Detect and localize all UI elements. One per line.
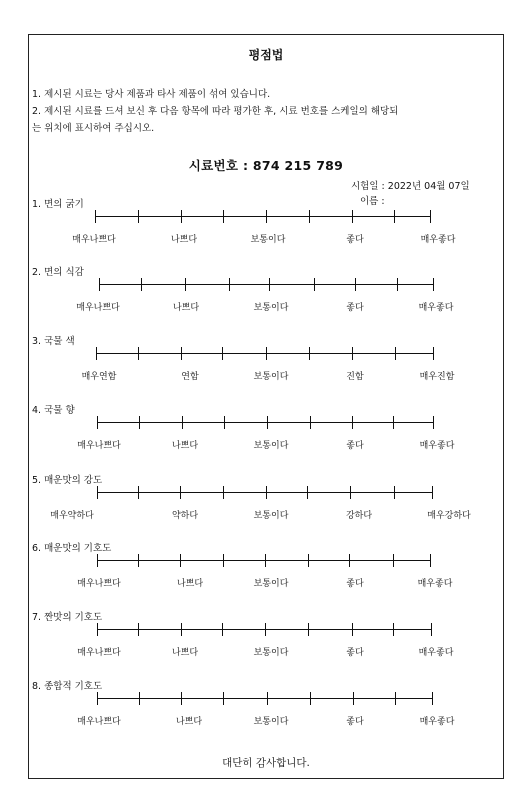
scale-tick (269, 278, 270, 291)
scale-anchor-label: 좋다 (346, 648, 364, 658)
scale-anchor-label: 약하다 (171, 511, 199, 521)
scale-anchor-label: 매우나쁘다 (77, 441, 121, 451)
scale-tick (265, 554, 266, 567)
scale-tick (97, 692, 98, 705)
scale-line (96, 353, 433, 354)
scale-line (97, 492, 432, 493)
question-label: 2. 면의 식감 (32, 267, 84, 278)
question-label: 1. 면의 굵기 (32, 199, 84, 210)
scale-tick (393, 623, 394, 636)
scale-line (97, 698, 432, 699)
scale-tick (138, 210, 139, 223)
scale-tick (181, 210, 182, 223)
scale-tick (310, 692, 311, 705)
scale-anchor-label: 보통이다 (253, 579, 289, 589)
name-field[interactable]: 이름 : (360, 196, 385, 207)
scale-tick (223, 486, 224, 499)
scale-tick (181, 623, 182, 636)
scale-anchor-label: 나쁘다 (171, 648, 199, 658)
scale-tick (181, 692, 182, 705)
scale-tick (352, 416, 353, 429)
scale-tick (99, 278, 100, 291)
scale-tick (95, 210, 96, 223)
scale-tick (266, 210, 267, 223)
scale-tick (349, 554, 350, 567)
scale-anchor-label: 매우나쁘다 (77, 579, 121, 589)
scale-tick (97, 623, 98, 636)
scale-anchor-label: 매우나쁘다 (76, 303, 120, 313)
scale-anchor-label: 매우약하다 (50, 511, 94, 521)
scale-line (97, 422, 433, 423)
scale-anchor-label: 매우좋다 (420, 235, 456, 245)
scale-tick (97, 416, 98, 429)
scale-tick (433, 278, 434, 291)
scale-tick (141, 278, 142, 291)
scale-line (99, 284, 433, 285)
scale-tick (395, 347, 396, 360)
scale-anchor-label: 강하다 (345, 511, 373, 521)
scale-anchor-label: 나쁘다 (176, 579, 204, 589)
scale-line (97, 560, 430, 561)
scale-anchor-label: 나쁘다 (171, 441, 199, 451)
rating-scale[interactable] (97, 416, 433, 428)
scale-tick (222, 623, 223, 636)
scale-tick (97, 554, 98, 567)
scale-tick (266, 486, 267, 499)
scale-anchor-label: 매우연함 (81, 372, 117, 382)
scale-anchor-label: 매우좋다 (419, 441, 455, 451)
scale-anchor-label: 나쁘다 (170, 235, 198, 245)
scale-anchor-label: 보통이다 (253, 303, 289, 313)
scale-tick (180, 486, 181, 499)
scale-anchor-label: 나쁘다 (175, 717, 203, 727)
scale-tick (224, 416, 225, 429)
question-label: 6. 매운맛의 기호도 (32, 543, 112, 554)
scale-tick (223, 692, 224, 705)
scale-anchor-label: 좋다 (346, 235, 364, 245)
scale-tick (395, 692, 396, 705)
scale-tick (314, 278, 315, 291)
instruction-2b: 는 위치에 표시하여 주십시오. (32, 123, 155, 134)
evaluation-form (28, 34, 504, 779)
scale-anchor-label: 좋다 (346, 303, 364, 313)
scale-anchor-label: 나쁘다 (172, 303, 200, 313)
sample-number: 시료번호 : 874 215 789 (188, 158, 344, 173)
scale-tick (394, 486, 395, 499)
scale-tick (393, 554, 394, 567)
scale-tick (138, 623, 139, 636)
scale-tick (267, 692, 268, 705)
scale-anchor-label: 좋다 (346, 717, 364, 727)
scale-tick (352, 623, 353, 636)
scale-tick (307, 486, 308, 499)
scale-tick (223, 210, 224, 223)
scale-anchor-label: 좋다 (346, 441, 364, 451)
scale-line (97, 629, 431, 630)
scale-anchor-label: 보통이다 (250, 235, 286, 245)
thanks-message: 대단히 감사합니다. (222, 757, 310, 769)
scale-tick (352, 347, 353, 360)
rating-scale[interactable] (95, 210, 430, 222)
scale-anchor-label: 매우좋다 (419, 717, 455, 727)
rating-scale[interactable] (96, 347, 433, 359)
question-label: 4. 국물 향 (32, 405, 75, 416)
instruction-1: 1. 제시된 시료는 당사 제품과 타사 제품이 섞여 있습니다. (32, 89, 271, 100)
scale-tick (355, 278, 356, 291)
scale-anchor-label: 연함 (181, 372, 199, 382)
rating-scale[interactable] (97, 486, 432, 498)
scale-line (95, 216, 430, 217)
scale-anchor-label: 매우좋다 (418, 303, 454, 313)
scale-tick (138, 347, 139, 360)
scale-tick (352, 210, 353, 223)
scale-tick (185, 278, 186, 291)
scale-anchor-label: 매우강하다 (427, 511, 471, 521)
scale-tick (223, 554, 224, 567)
scale-tick (267, 416, 268, 429)
rating-scale[interactable] (97, 554, 430, 566)
scale-tick (433, 416, 434, 429)
scale-tick (97, 486, 98, 499)
scale-tick (222, 347, 223, 360)
scale-anchor-label: 보통이다 (253, 441, 289, 451)
scale-anchor-label: 좋다 (346, 579, 364, 589)
test-date: 시험일 : 2022년 04월 07일 (351, 181, 470, 192)
scale-tick (96, 347, 97, 360)
scale-tick (309, 347, 310, 360)
rating-scale[interactable] (97, 692, 432, 704)
scale-anchor-label: 진함 (346, 372, 364, 382)
scale-anchor-label: 보통이다 (253, 372, 289, 382)
scale-anchor-label: 매우나쁘다 (77, 648, 121, 658)
scale-anchor-label: 매우진함 (419, 372, 455, 382)
scale-tick (309, 210, 310, 223)
form-title: 평점법 (248, 48, 284, 62)
scale-anchor-label: 매우나쁘다 (72, 235, 116, 245)
scale-tick (139, 416, 140, 429)
rating-scale[interactable] (99, 278, 433, 290)
scale-tick (432, 486, 433, 499)
scale-tick (308, 623, 309, 636)
scale-anchor-label: 보통이다 (253, 648, 289, 658)
scale-tick (138, 486, 139, 499)
scale-tick (139, 692, 140, 705)
scale-tick (266, 347, 267, 360)
scale-anchor-label: 보통이다 (253, 511, 289, 521)
scale-tick (182, 416, 183, 429)
question-label: 3. 국물 색 (32, 336, 75, 347)
scale-anchor-label: 매우나쁘다 (77, 717, 121, 727)
scale-tick (138, 554, 139, 567)
instruction-2a: 2. 제시된 시료를 드셔 보신 후 다음 항목에 따라 평가한 후, 시료 번호를 스케일의 해당되 (32, 106, 399, 117)
scale-anchor-label: 보통이다 (253, 717, 289, 727)
scale-tick (353, 692, 354, 705)
scale-anchor-label: 매우좋다 (418, 648, 454, 658)
scale-tick (394, 210, 395, 223)
scale-tick (433, 347, 434, 360)
scale-tick (430, 210, 431, 223)
scale-tick (431, 623, 432, 636)
scale-tick (229, 278, 230, 291)
scale-tick (432, 692, 433, 705)
rating-scale[interactable] (97, 623, 431, 635)
scale-tick (308, 554, 309, 567)
scale-tick (181, 347, 182, 360)
scale-tick (180, 554, 181, 567)
scale-tick (393, 416, 394, 429)
scale-tick (430, 554, 431, 567)
scale-tick (265, 623, 266, 636)
scale-tick (350, 486, 351, 499)
scale-tick (397, 278, 398, 291)
question-label: 8. 종합적 기호도 (32, 681, 103, 692)
scale-tick (310, 416, 311, 429)
question-label: 7. 짠맛의 기호도 (32, 612, 103, 623)
scale-anchor-label: 매우좋다 (417, 579, 453, 589)
question-label: 5. 매운맛의 강도 (32, 475, 103, 486)
